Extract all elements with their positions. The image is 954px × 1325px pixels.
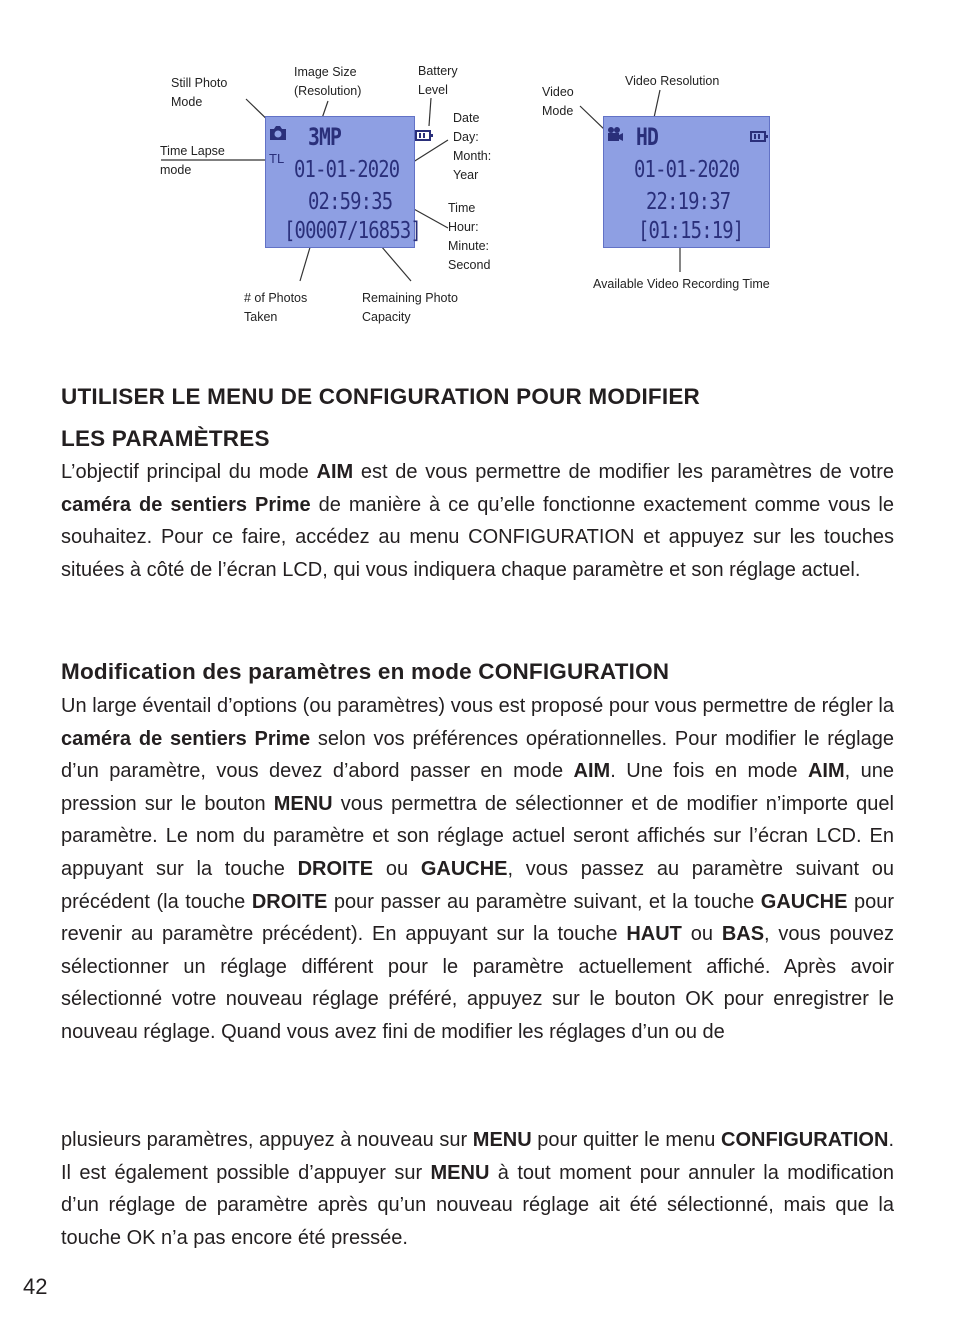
photo-date: 01-01-2020: [294, 157, 400, 183]
section-heading-line-1: UTILISER LE MENU DE CONFIGURATION POUR MODIFIER: [61, 384, 700, 409]
intro-paragraph: L’objectif principal du mode AIM est de vous permettre de modifier les paramètres de votre caméra de sentiers Prime de manière à ce qu’elle fonctionne exactement comme vous le souhaitez. Pour ce faire, accédez au menu CONFIGURATION et appuyez sur les touches situées à côté de l’écran LCD, qui vous indiquera chaque paramètre et son réglage actuel.: [61, 461, 894, 581]
callout-battery-level: Battery Level: [418, 64, 458, 97]
battery-icon: [415, 130, 431, 141]
photo-resolution: 3MP: [308, 123, 342, 151]
callout-image-size: Image Size (Resolution): [294, 65, 362, 98]
video-camera-icon: [606, 126, 624, 145]
video-recording-time: [01:15:19]: [638, 218, 744, 244]
callout-available-recording-time: Available Video Recording Time: [593, 277, 770, 291]
battery-icon: [750, 131, 766, 142]
photo-mode-lcd-screen: [265, 116, 421, 248]
callout-date: Date Day: Month: Year: [453, 111, 492, 182]
configuration-paragraph: Un large éventail d’options (ou paramètres) vous est proposé pour vous permettre de régler la caméra de sentiers Prime selon vos préférences opérationnelles. Pour modifier le réglage d’un paramètre, vous devez d’abord passer en mode AIM. Une fois en mode AIM, une pression sur le bouton MENU vous permettra de sélectionner et de modifier n’importe quel paramètre. Le nom du paramètre et son réglage actuel seront affichés sur l’écran LCD. En appuyant sur la touche DROITE ou GAUCHE, vous passez au paramètre suivant ou précédent (la touche DROITE pour passer au paramètre suivant, et la touche GAUCHE pour revenir au paramètre précédent). En appuyant sur la touche HAUT ou BAS, vous pouvez sélectionner un réglage différent pour le paramètre actuellement affiché. Après avoir sélectionné votre nouveau réglage préféré, appuyez sur le bouton OK pour enregistrer le nouveau réglage. Quand vous avez fini de modifier les réglages d’un ou de: [61, 695, 895, 1043]
camera-icon: [269, 125, 287, 144]
callout-remaining-capacity: Remaining Photo Capacity: [362, 291, 458, 324]
photo-counter: [00007/16853]: [284, 218, 421, 244]
video-date: 01-01-2020: [634, 157, 740, 183]
page-number: 42: [23, 1274, 48, 1299]
subsection-heading: Modification des paramètres en mode CONFIGURATION: [61, 659, 670, 684]
lcd-display-diagram: [0, 0, 954, 340]
video-mode-lcd-screen: [603, 116, 770, 248]
section-heading-line-2: LES PARAMÈTRES: [61, 426, 270, 451]
callout-video-mode: Video Mode: [542, 85, 574, 118]
video-time: 22:19:37: [646, 189, 731, 215]
menu-exit-paragraph: plusieurs paramètres, appuyez à nouveau sur MENU pour quitter le menu CONFIGURATION. Il est également possible d’appuyer sur MENU à tout moment pour annuler la modification d’un réglage de paramètre après qu’un nouveau réglage ait été sélectionné, mais que la touche OK n’a pas encore été pressée.: [61, 1129, 894, 1249]
time-lapse-indicator: TL: [269, 151, 285, 166]
callout-photos-taken: # of Photos Taken: [244, 291, 308, 324]
callout-video-resolution: Video Resolution: [625, 74, 720, 88]
callout-still-photo-mode: Still Photo Mode: [171, 76, 228, 109]
callout-time-lapse-mode: Time Lapse mode: [160, 144, 225, 177]
photo-time: 02:59:35: [308, 189, 393, 215]
video-resolution: HD: [636, 123, 659, 151]
callout-time: Time Hour: Minute: Second: [448, 201, 491, 272]
